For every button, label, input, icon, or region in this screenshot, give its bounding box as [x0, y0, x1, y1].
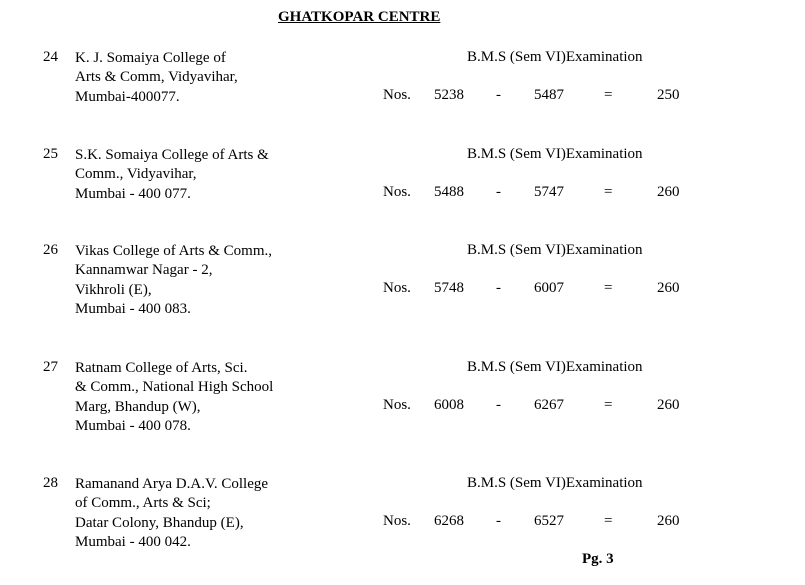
range-dash: - — [496, 87, 501, 103]
range-from: 5488 — [434, 184, 464, 200]
range-from: 5238 — [434, 87, 464, 103]
range-total: 260 — [657, 184, 680, 200]
address-line: Marg, Bhandup (W), — [75, 398, 201, 415]
range-from: 5748 — [434, 280, 464, 296]
range-from: 6008 — [434, 397, 464, 413]
range-to: 6527 — [534, 513, 564, 529]
nos-label: Nos. — [383, 280, 411, 296]
seat-range — [0, 280, 805, 300]
seat-range — [0, 397, 805, 417]
address-line: & Comm., National High School — [75, 379, 274, 396]
entry-number: 27 — [43, 359, 58, 375]
address-line: Mumbai - 400 077. — [75, 185, 191, 202]
equals-sign: = — [604, 397, 613, 413]
entry-26 — [0, 242, 805, 352]
range-total: 260 — [657, 280, 680, 296]
range-dash: - — [496, 184, 501, 200]
entry-28 — [0, 475, 805, 585]
range-to: 6007 — [534, 280, 564, 296]
page-title: GHATKOPAR CENTRE — [278, 9, 441, 25]
equals-sign: = — [604, 184, 613, 200]
nos-label: Nos. — [383, 513, 411, 529]
range-total: 260 — [657, 513, 680, 529]
entry-24 — [0, 49, 805, 159]
nos-label: Nos. — [383, 397, 411, 413]
range-dash: - — [496, 280, 501, 296]
exam-name: B.M.S (Sem VI)Examination — [467, 146, 643, 162]
seat-range — [0, 87, 805, 107]
address-line: Comm., Vidyavihar, — [75, 166, 197, 183]
entry-27 — [0, 359, 805, 469]
range-dash: - — [496, 397, 501, 413]
equals-sign: = — [604, 513, 613, 529]
exam-name: B.M.S (Sem VI)Examination — [467, 359, 643, 375]
address-line: Mumbai - 400 083. — [75, 301, 191, 318]
range-total: 260 — [657, 397, 680, 413]
equals-sign: = — [604, 87, 613, 103]
address-line: S.K. Somaiya College of Arts & — [75, 147, 269, 163]
address-line: Kannamwar Nagar - 2, — [75, 262, 213, 279]
equals-sign: = — [604, 280, 613, 296]
seat-range — [0, 513, 805, 533]
address-line: Arts & Comm, Vidyavihar, — [75, 69, 238, 86]
entry-number: 26 — [43, 242, 58, 258]
entry-number: 25 — [43, 146, 58, 162]
address-line: Ratnam College of Arts, Sci. — [75, 360, 248, 376]
entry-number: 24 — [43, 49, 58, 65]
seat-range — [0, 184, 805, 204]
range-dash: - — [496, 513, 501, 529]
range-to: 6267 — [534, 397, 564, 413]
address-line: Ramanand Arya D.A.V. College — [75, 476, 269, 492]
exam-name: B.M.S (Sem VI)Examination — [467, 49, 643, 65]
entry-number: 28 — [43, 475, 58, 491]
range-to: 5487 — [534, 87, 564, 103]
entry-25 — [0, 146, 805, 256]
address-line: Mumbai-400077. — [75, 88, 180, 105]
address-line: of Comm., Arts & Sci; — [75, 495, 211, 512]
address-line: Mumbai - 400 078. — [75, 418, 191, 435]
address-line: K. J. Somaiya College of — [75, 50, 226, 66]
nos-label: Nos. — [383, 184, 411, 200]
page-number: Pg. 3 — [582, 551, 614, 567]
address-line: Vikhroli (E), — [75, 281, 152, 298]
range-from: 6268 — [434, 513, 464, 529]
address-line: Datar Colony, Bhandup (E), — [75, 514, 244, 531]
address-line: Mumbai - 400 042. — [75, 534, 191, 551]
exam-name: B.M.S (Sem VI)Examination — [467, 475, 643, 491]
range-to: 5747 — [534, 184, 564, 200]
nos-label: Nos. — [383, 87, 411, 103]
address-line: Vikas College of Arts & Comm., — [75, 243, 273, 259]
exam-name: B.M.S (Sem VI)Examination — [467, 242, 643, 258]
range-total: 250 — [657, 87, 680, 103]
